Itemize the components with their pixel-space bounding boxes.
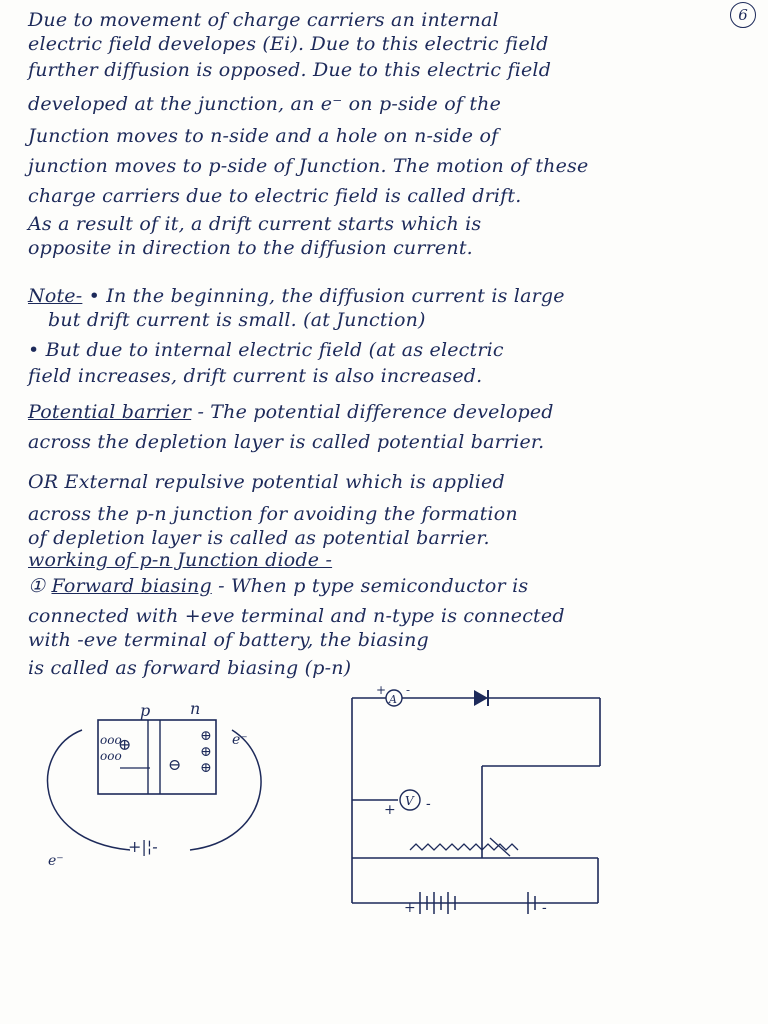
diode-icon bbox=[474, 690, 488, 706]
forward-line: is called as forward biasing (p-n) bbox=[28, 657, 352, 679]
forward-line: with -eve terminal of battery, the biasing bbox=[28, 629, 429, 651]
page-number: 6 bbox=[730, 2, 756, 28]
note-line: field increases, drift current is also increased. bbox=[28, 365, 483, 387]
n-label: n bbox=[190, 699, 201, 718]
text-line: developed at the junction, an e⁻ on p-side of the bbox=[28, 93, 502, 115]
text-line: electric field developes (Ei). Due to this electric field bbox=[28, 33, 549, 55]
p-label: p bbox=[140, 701, 151, 720]
forward-bias-circuit bbox=[340, 678, 620, 918]
potential-barrier-line: across the depletion layer is called potential barrier. bbox=[28, 431, 545, 453]
forward-number: ① bbox=[28, 575, 46, 597]
potential-barrier-line: across the p-n junction for avoiding the formation bbox=[28, 503, 518, 525]
battery-minus: - bbox=[542, 900, 547, 916]
electron-stack: ooo bbox=[100, 733, 122, 747]
battery-label: +|¦- bbox=[128, 837, 158, 856]
text-line: As a result of it, a drift current starts which is bbox=[28, 213, 482, 235]
note-label: Note- bbox=[28, 285, 83, 307]
potential-barrier-line: OR External repulsive potential which is applied bbox=[28, 471, 505, 493]
forward-text: - When p type semiconductor is bbox=[218, 575, 529, 597]
note-line: • But due to internal electric field (at as electric bbox=[28, 339, 504, 361]
potential-barrier-heading: Potential barrier bbox=[28, 401, 192, 423]
text-line: Junction moves to n-side and a hole on n-side of bbox=[28, 125, 499, 147]
electron-stack: ooo bbox=[100, 749, 122, 763]
hole-symbol: ⊕ bbox=[118, 735, 132, 754]
working-heading: working of p-n Junction diode - bbox=[28, 549, 333, 571]
electron-label: e⁻ bbox=[232, 732, 248, 748]
text-line: opposite in direction to the diffusion current. bbox=[28, 237, 473, 259]
text-line: junction moves to p-side of Junction. The motion of these bbox=[28, 155, 589, 177]
battery-plus: + bbox=[404, 900, 416, 916]
potential-barrier-line: of depletion layer is called as potential barrier. bbox=[28, 527, 490, 549]
electron-symbol: ⊖ bbox=[168, 755, 182, 774]
hole-stack: ⊕ bbox=[200, 744, 212, 760]
potential-barrier-text: - The potential difference developed bbox=[197, 401, 554, 423]
note-text: • In the beginning, the diffusion current is large bbox=[88, 285, 565, 307]
forward-line bbox=[28, 574, 748, 598]
note-line bbox=[28, 284, 748, 308]
text-line: Due to movement of charge carriers an internal bbox=[28, 9, 499, 31]
text-line: charge carriers due to electric field is called drift. bbox=[28, 185, 522, 207]
electron-bottom-label: e⁻ bbox=[48, 853, 64, 869]
voltmeter-plus: + bbox=[384, 802, 396, 818]
forward-line: connected with +eve terminal and n-type is connected bbox=[28, 605, 565, 627]
forward-heading: Forward biasing bbox=[51, 575, 212, 597]
ammeter-minus: - bbox=[406, 683, 411, 697]
ammeter-plus: + bbox=[376, 683, 387, 697]
rheostat-slider bbox=[490, 838, 510, 856]
voltmeter-minus: - bbox=[426, 796, 431, 812]
voltmeter-label: V bbox=[405, 794, 414, 808]
potential-barrier-line bbox=[28, 400, 748, 424]
hole-stack: ⊕ bbox=[200, 728, 212, 744]
ammeter-label: A bbox=[389, 693, 397, 706]
note-line: but drift current is small. (at Junction) bbox=[48, 309, 426, 331]
text-line: further diffusion is opposed. Due to this electric field bbox=[28, 59, 552, 81]
hole-stack: ⊕ bbox=[200, 760, 212, 776]
pn-junction-diagram bbox=[20, 690, 300, 870]
